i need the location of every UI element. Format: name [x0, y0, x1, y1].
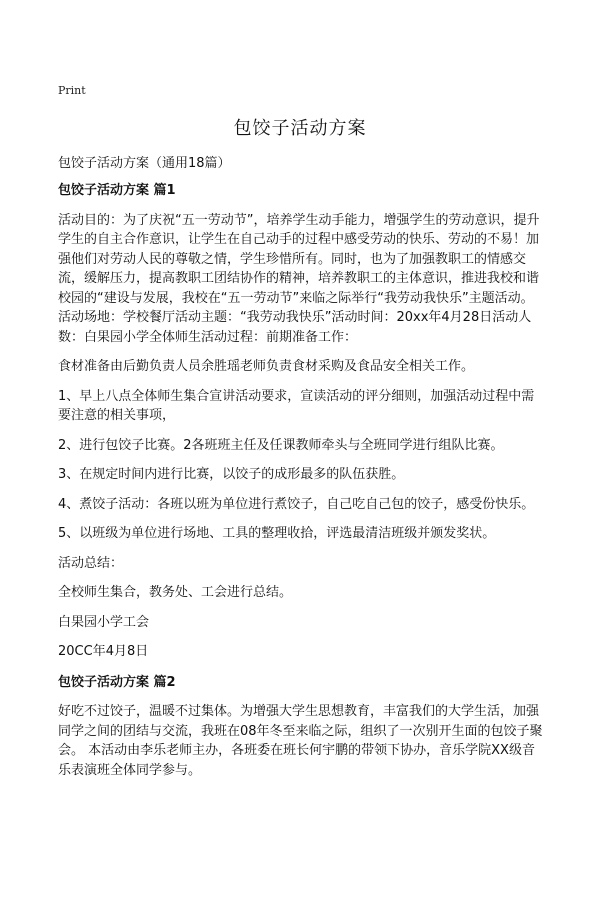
section-1-summary-label: 活动总结： — [58, 555, 124, 571]
section-1-paragraph-1: 活动目的：为了庆祝“五一劳动节”，培养学生动手能力，增强学生的劳动意识，提升学生的自主合作意识，让学生在自己动手的过程中感受劳动的快乐、劳动的不易！加强他们对劳动人民的尊敬之情，学生珍惜所有。同时，也为了加强教职工的情感交流，缓解压力，提高教职工团结协作的精神，培养教职工的主体意识，推进我校和谐校园的“建设与发展，我校在“五一劳动节”来临之际举行“我劳动我快乐”主题活动。活动场地：学校餐厅活动主题：“我劳动我快乐”活动时间：20xx年4月28日活动人数：白果园小学全体师生活动过程：前期准备工作： — [58, 212, 540, 345]
document-subtitle: 包饺子活动方案（通用18篇） — [58, 156, 231, 171]
section-1-date: 20CC年4月8日 — [58, 644, 149, 659]
section-1-step-2: 2、进行包饺子比赛。2各班班主任及任课教师牵头与全班同学进行组队比赛。 — [58, 437, 504, 453]
section-heading-2: 包饺子活动方案 篇2 — [58, 674, 176, 690]
section-1-step-4: 4、煮饺子活动：各班以班为单位进行煮饺子，自己吃自己包的饺子，感受份快乐。 — [58, 496, 535, 512]
document-body — [58, 181, 544, 790]
section-2-paragraph-1: 好吃不过饺子，温暖不过集体。为增强大学生思想教育，丰富我们的大学生活，加强同学之间的团结与交流，我班在08年冬至来临之际，组织了一次别开生面的包饺子聚会。 本活动由李乐老师主办，各班委在班长何宇鹏的带领下协办，音乐学院XX级音乐表演班全体同学参与。 — [58, 704, 543, 778]
section-1-paragraph-2: 食材准备由后勤负责人员余胜瑶老师负责食材采购及食品安全相关工作。 — [58, 359, 475, 374]
print-label: Print — [58, 84, 86, 97]
section-1-step-3: 3、在规定时间内进行比赛，以饺子的成形最多的队伍获胜。 — [58, 467, 405, 482]
section-1-step-1: 1、早上八点全体师生集合宣讲活动要求，宣读活动的评分细则，加强活动过程中需要注意的相关事项， — [58, 388, 535, 423]
section-1-step-5: 5、以班级为单位进行场地、工具的整理收拾，评选最清洁班级并颁发奖状。 — [58, 526, 496, 541]
section-1-signature: 白果园小学工会 — [58, 614, 150, 630]
section-heading-1: 包饺子活动方案 篇1 — [58, 183, 176, 198]
section-1-summary-text: 全校师生集合，教务处、工会进行总结。 — [58, 585, 293, 600]
page-title: 包饺子活动方案 — [233, 118, 367, 139]
